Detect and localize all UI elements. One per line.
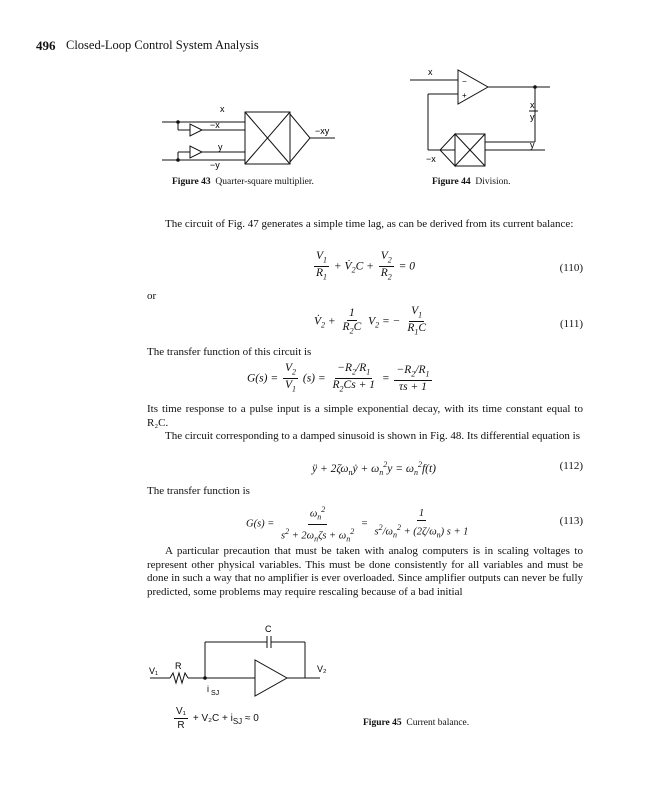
figure-45-label: Figure 45	[363, 718, 402, 728]
fig43-output-label: −xy	[315, 126, 330, 136]
figure-45-equation	[172, 705, 259, 732]
fig45-eq-num: V₁	[176, 706, 187, 717]
fig45-eq-sub: SJ	[232, 717, 243, 727]
equation-112-number: (112)	[559, 460, 583, 472]
equation-113: G(s) = $\frac{\omega_n^2}{s^2 + 2\omega_n\zeta s + \omega_n^2}$ = $\frac{1}{s^2/\omega_n^2 + (2\zeta/\omega_n) s + 1}$	[246, 505, 469, 544]
running-title: Closed-Loop Control System Analysis	[66, 38, 259, 52]
fig44-x-label: x	[428, 67, 433, 77]
figure-43-label: Figure 43	[172, 177, 211, 187]
equation-110-number: (110)	[559, 262, 583, 274]
text-or: or	[147, 290, 157, 302]
paragraph-5: The transfer function is	[147, 485, 250, 497]
figure-45-caption-text: Current balance.	[406, 718, 470, 728]
equation-111-number: (111)	[559, 318, 583, 330]
figure-43-caption	[172, 177, 314, 187]
fig44-negx-label: −x	[426, 154, 436, 164]
figure-45-caption	[363, 718, 469, 728]
fig43-negx-label: −x	[210, 120, 220, 130]
figure-44-diagram	[410, 62, 560, 172]
fig45-eq-tail: ≈ 0	[244, 713, 259, 725]
fig45-eq-den: R	[177, 720, 185, 731]
equation-111: $V̇_2$ + $\frac{1}{R_2C}$ $V_2$ = − $\frac{V_1}{R_1C}$	[314, 305, 427, 337]
fig43-x-label: x	[220, 104, 225, 114]
page-number: 496	[36, 38, 56, 53]
fig43-y-label: y	[218, 142, 223, 152]
fig45-c-label: C	[265, 624, 272, 634]
paragraph-6: A particular precaution that must be taken with analog computers is in scaling voltages to represent other physical variables. This must be done consistently for all variables and must be done in such a way that no amplifier is ever overloaded. Since amplifier outputs can never be fully predicted, some problems may require rescaling because of a bad initial	[147, 545, 583, 598]
transfer-function-1: G(s) = $\frac{V_2}{V_1}$ (s) = $\frac{-R_2/R_1}{R_2Cs + 1}$ = $\frac{-R_2/R_1}{\tau s + 1}$	[247, 362, 430, 394]
paragraph-2: The transfer function of this circuit is	[147, 346, 312, 358]
equation-112: ÿ + $2\zeta\omega_nẏ + \omega_n^2y = \omega_n^2f(t)$	[312, 460, 437, 478]
fig44-y-label: y	[530, 140, 535, 150]
fig45-v2-label: V₂	[317, 664, 327, 674]
svg-text:−: −	[462, 77, 467, 86]
paragraph-4: The circuit corresponding to a damped sinusoid is shown in Fig. 48. Its differential equation is	[165, 430, 580, 442]
figure-44-label: Figure 44	[432, 177, 471, 187]
equation-110: $\frac{V_1}{R_1}$ + $V̇_2C$ + $\frac{V_2}{R_2}$ = 0	[316, 250, 416, 282]
equation-113-number: (113)	[559, 515, 583, 527]
paragraph-1: The circuit of Fig. 47 generates a simple time lag, as can be derived from its current balance:	[165, 218, 574, 230]
figure-44-caption-text: Division.	[475, 177, 511, 187]
paragraph-3: Its time response to a pulse input is a simple exponential decay, with its time constant equal to R₂C.	[147, 403, 583, 429]
figure-43-diagram	[140, 100, 370, 175]
figure-44-caption	[432, 177, 510, 187]
fig44-out-num: x	[530, 100, 535, 110]
fig43-negy-label: −y	[210, 160, 220, 170]
svg-text:+: +	[462, 91, 467, 100]
fig44-out-den: y	[530, 112, 535, 122]
fig45-node-sub: SJ	[211, 690, 220, 697]
figure-43-caption-text: Quarter-square multiplier.	[215, 177, 314, 187]
fig45-r-label: R	[175, 661, 182, 671]
fig45-eq-text: + V₂C + i	[192, 713, 233, 725]
fig45-v1-label: V₁	[149, 666, 159, 676]
fig45-node-label: i	[207, 684, 209, 694]
